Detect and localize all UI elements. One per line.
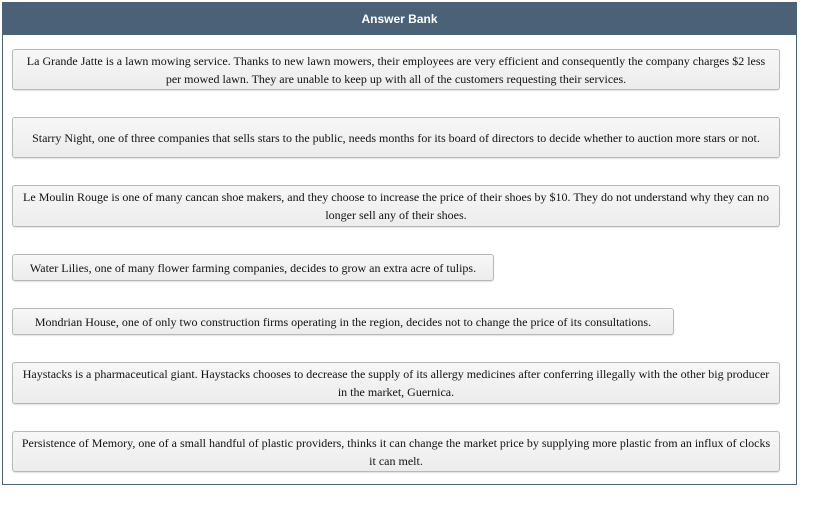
answer-card-starry-night[interactable] bbox=[12, 117, 780, 158]
answer-card-text: Starry Night, one of three companies that sells stars to the public, needs months for its board of directors to decide whether to auction more stars or not. bbox=[32, 130, 760, 145]
answer-card-text: Haystacks is a pharmaceutical giant. Haystacks chooses to decrease the supply of its allergy medicines after conferring illegally with the other big producer in the market, Guernica. bbox=[22, 367, 770, 399]
answer-card-text: La Grande Jatte is a lawn mowing service. Thanks to new lawn mowers, their employees are very efficient and consequently the company charges $2 less per mowed lawn. They are unable to keep up with all of the customers requesting their services. bbox=[26, 53, 766, 86]
answer-card-text: Persistence of Memory, one of a small handful of plastic providers, thinks it can change the market price by supplying more plastic from an influx of clocks it can melt. bbox=[21, 435, 771, 468]
answer-card-le-moulin-rouge[interactable] bbox=[12, 185, 780, 227]
answer-card-text: Water Lilies, one of many flower farming companies, decides to grow an extra acre of tulips. bbox=[29, 260, 477, 275]
answer-card-water-lilies[interactable] bbox=[12, 254, 494, 281]
answer-card-mondrian-house[interactable] bbox=[12, 308, 674, 335]
answer-bank-title: Answer Bank bbox=[3, 3, 796, 35]
answer-card-haystacks[interactable] bbox=[12, 362, 780, 404]
answer-card-la-grande-jatte[interactable] bbox=[12, 49, 780, 90]
answer-card-text: Mondrian House, one of only two construction firms operating in the region, decides not to change the price of its consultations. bbox=[34, 314, 652, 329]
answer-card-persistence-of-memory[interactable] bbox=[12, 431, 780, 472]
answer-card-text: Le Moulin Rouge is one of many cancan shoe makers, and they choose to increase the price of their shoes by $10. They do not understand why they can no longer sell any of their shoes. bbox=[23, 190, 769, 222]
